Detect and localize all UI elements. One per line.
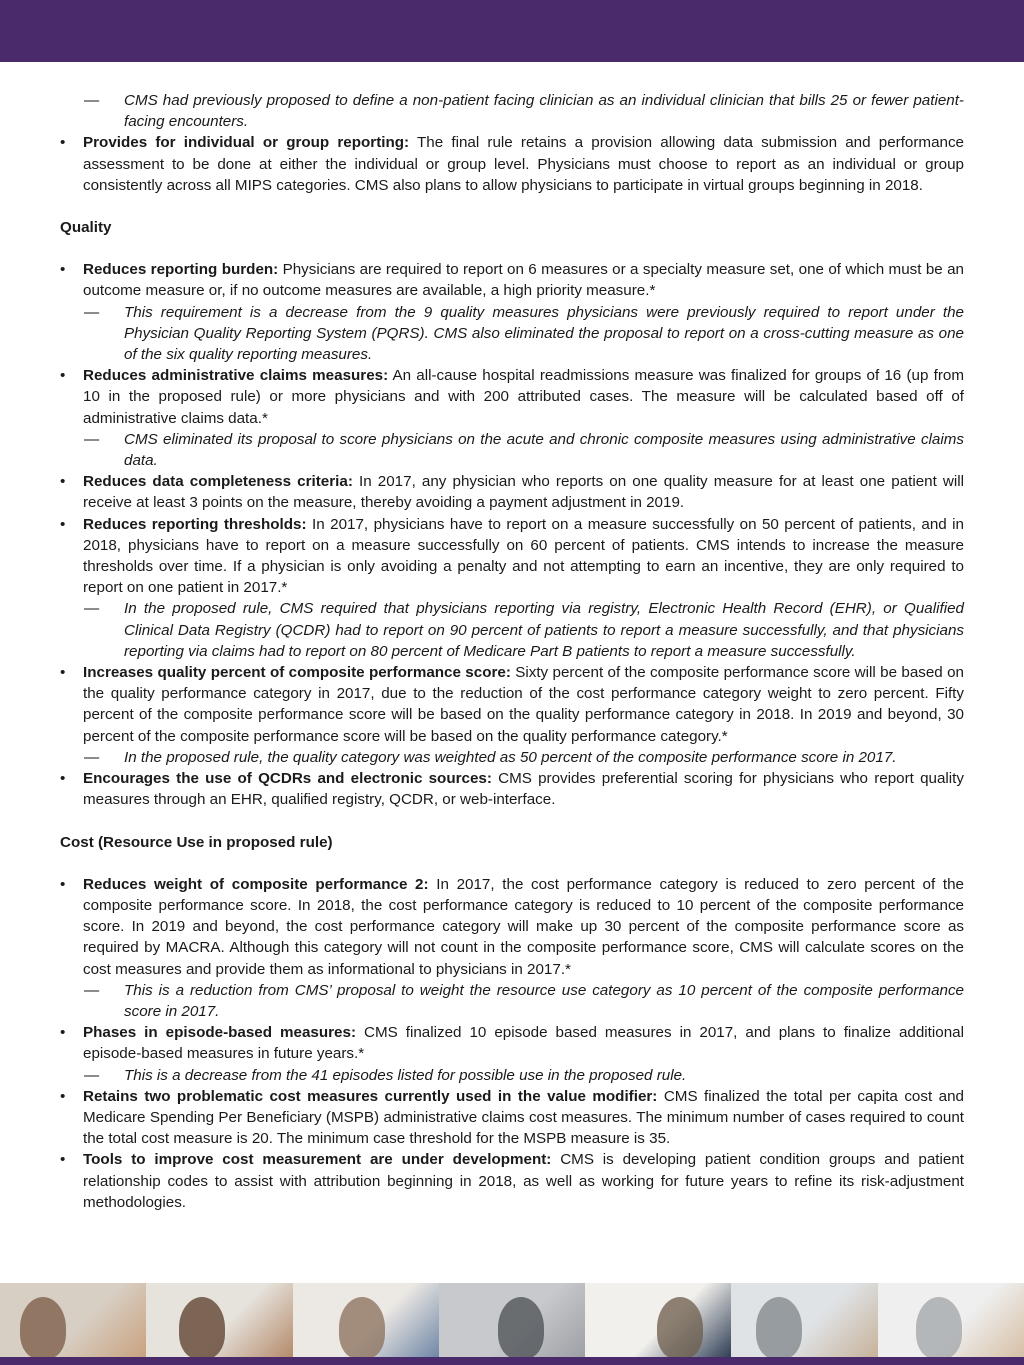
footer-photo-strip (0, 1283, 1024, 1357)
bullet-icon: • (60, 770, 66, 788)
bullet-text: An all-cause hospital readmissions measure was finalized for groups of 16 (up from 10 in the proposed rule) or more physicians and with 200 attributed cases. The measure will be calculated based off of administrative claims data.* (83, 367, 964, 427)
dash-icon: — (84, 981, 100, 999)
bullet-text: CMS is developing patient condition groups and patient relationship codes to assist with attribution beginning in 2018, as well as working for future years to refine its risk-adjustment methodologies. (83, 1151, 964, 1211)
bullet-icon: • (60, 367, 66, 385)
bullet-text: In 2017, physicians have to report on a measure successfully on 50 percent of patients, and in 2018, physicians have to report on a measure successfully on 60 percent of patients. CMS intends to increase the measure thresholds over time. If a physician is only avoiding a penalty and not attempting to earn an incentive, they are only required to report on one patient in 2017.* (83, 515, 964, 597)
bullet-item (60, 132, 964, 196)
bullet-lead: Increases quality percent of composite performance score: (83, 664, 511, 682)
bullet-lead: Reduces weight of composite performance 2: (83, 875, 429, 893)
bullet-icon: • (60, 261, 66, 279)
doctor-patient-photo (0, 1283, 146, 1357)
bullet-item (60, 768, 964, 810)
bullet-text: The final rule retains a provision allowing data submission and performance assessment to be done at either the individual or group level. Physicians must choose to report as an individual or group consistently across all MIPS categories. CMS also plans to allow physicians to participate in virtual groups beginning in 2018. (83, 134, 965, 194)
bullet-lead: Reduces reporting thresholds: (83, 515, 307, 533)
bullet-text: Physicians are required to report on 6 measures or a specialty measure set, one of which must be an outcome measure or, if no outcome measures are available, a high priority measure.* (83, 261, 964, 300)
smiling-patient-photo (146, 1283, 292, 1357)
bullet-lead: Retains two problematic cost measures currently used in the value modifier: (83, 1087, 658, 1105)
footer (0, 1283, 1024, 1365)
bullet-lead: Provides for individual or group reporting: (83, 134, 410, 152)
bullet-item (60, 874, 964, 980)
sub-item-text: CMS eliminated its proposal to score physicians on the acute and chronic composite measures using administrative claims data. (124, 430, 964, 470)
bullet-lead: Phases in episode-based measures: (83, 1024, 356, 1042)
sub-item (60, 302, 964, 366)
sub-item-text: This is a reduction from CMS’ proposal to weight the resource use category as 10 percent of the composite performance score in 2017. (124, 981, 964, 1020)
senior-doctor-photo (878, 1283, 1024, 1357)
bullet-item (60, 1022, 964, 1064)
bullet-icon: • (60, 515, 66, 533)
sub-item (60, 747, 964, 768)
document-body (60, 90, 964, 1213)
bullet-icon: • (60, 1024, 66, 1042)
sub-item (60, 429, 964, 471)
sub-item (60, 598, 964, 662)
bullet-text: In 2017, the cost performance category is reduced to zero percent of the composite performance score. In 2018, the cost performance category is reduced to 10 percent of the composite performance score. In 2019 and beyond, the cost performance category will make up 30 percent of the composite performance score as required by MACRA. Although this category will not count in the composite performance score, CMS will calculate scores on the cost measures and provide them as informational to physicians in 2017.* (83, 875, 964, 978)
bullet-text: In 2017, any physician who reports on one quality measure for at least one patient will receive at least 3 points on the measure, thereby avoiding a payment adjustment in 2019. (83, 473, 965, 512)
bullet-icon: • (60, 1087, 66, 1105)
sub-item-text: CMS had previously proposed to define a non-patient facing clinician as an individual clinician that bills 25 or fewer patient-facing encounters. (124, 92, 964, 131)
bullet-lead: Reduces data completeness criteria: (83, 473, 353, 491)
dna-helix-photo (439, 1283, 585, 1357)
bullet-item (60, 1149, 964, 1213)
dash-icon: — (84, 600, 100, 618)
sub-item-text: In the proposed rule, the quality category was weighted as 50 percent of the composite performance score in 2017. (124, 748, 897, 766)
section-heading: Quality (60, 219, 112, 237)
bullet-text: CMS finalized 10 episode based measures in 2017, and plans to finalize additional episode-based measures in future years.* (83, 1024, 964, 1063)
bullet-item (60, 259, 964, 301)
medical-team-photo (585, 1283, 731, 1357)
dash-icon: — (84, 1066, 100, 1084)
bullet-icon: • (60, 664, 66, 682)
dash-icon: — (84, 748, 100, 766)
bullet-lead: Tools to improve cost measurement are under development: (83, 1151, 552, 1169)
bullet-item (60, 662, 964, 747)
laptop-typing-photo (731, 1283, 877, 1357)
sub-item-text: This requirement is a decrease from the 9 quality measures physicians were previously required to report under the Physician Quality Reporting System (PQRS). CMS also eliminated the proposal to report on a cross-cutting measure as one of the six quality reporting measures. (124, 303, 964, 364)
sub-item-text: This is a decrease from the 41 episodes listed for possible use in the proposed rule. (124, 1066, 687, 1084)
bullet-text: CMS finalized the total per capita cost and Medicare Spending Per Beneficiary (MSPB) administrative claims cost measures. The minimum number of cases required to count the total cost measure is 20. The minimum case threshold for the MSPB measure is 35. (83, 1087, 964, 1148)
bullet-text: Sixty percent of the composite performance score will be based on the quality performance category in 2017, due to the reduction of the cost performance category weight to zero percent. Fifty percent of the composite performance score will be based on the quality performance category in 2018. In 2019 and beyond, 30 percent of the composite performance score will be based on the quality performance category.* (83, 664, 964, 745)
section-heading: Cost (Resource Use in proposed rule) (60, 833, 333, 851)
bullet-lead: Reduces administrative claims measures: (83, 367, 389, 385)
sub-item (60, 980, 964, 1022)
bullet-item (60, 471, 964, 513)
physician-consult-photo (293, 1283, 439, 1357)
dash-icon: — (84, 303, 100, 321)
bullet-lead: Reduces reporting burden: (83, 261, 279, 279)
dash-icon: — (84, 92, 100, 109)
bullet-item (60, 1086, 964, 1150)
bullet-icon: • (60, 1151, 66, 1169)
header-band (0, 0, 1024, 62)
sub-item (60, 90, 964, 132)
footer-band (0, 1357, 1024, 1365)
bullet-item (60, 365, 964, 429)
sub-item (60, 1065, 964, 1086)
bullet-icon: • (60, 473, 66, 491)
bullet-item (60, 514, 964, 599)
sub-item-text: In the proposed rule, CMS required that physicians reporting via registry, Electronic Health Record (EHR), or Qualified Clinical Data Registry (QCDR) had to report on 90 percent of patients to report a measure successfully, and that physicians reporting via claims had to report on 80 percent of Medicare Part B patients to report a measure successfully. (124, 600, 964, 660)
bullet-lead: Encourages the use of QCDRs and electronic sources: (83, 770, 492, 788)
bullet-icon: • (60, 875, 66, 893)
dash-icon: — (84, 430, 100, 448)
bullet-icon: • (60, 134, 66, 152)
bullet-text: CMS provides preferential scoring for physicians who report quality measures through an EHR, qualified registry, QCDR, or web-interface. (83, 770, 964, 809)
